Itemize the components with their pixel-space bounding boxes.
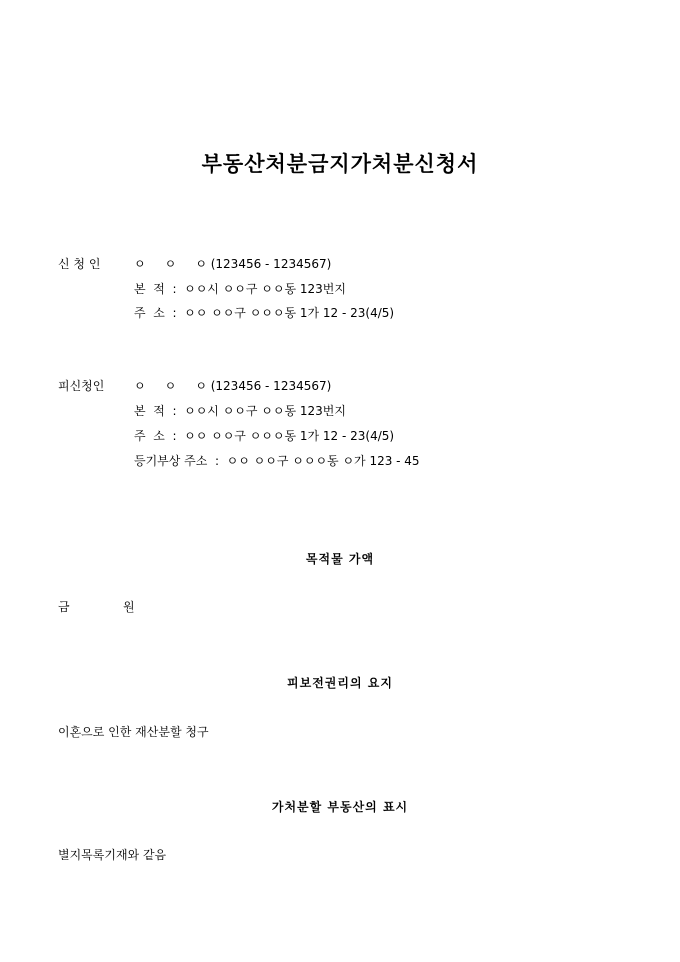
respondent-label: 피신청인 xyxy=(58,379,105,393)
value-heading: 목적물 가액 xyxy=(305,552,375,566)
property-text: 별지목록기재와 같음 xyxy=(58,848,167,862)
applicant-label: 신 청 인 xyxy=(58,257,101,271)
applicant-domicile: 본 적 : ㅇㅇ시 ㅇㅇ구 ㅇㅇ동 123번지 xyxy=(134,282,346,296)
respondent-name-line: ㅇ ㅇ ㅇ (123456 - 1234567) xyxy=(134,379,332,393)
document-title: 부동산처분금지가처분신청서 xyxy=(201,151,479,176)
right-heading: 피보전권리의 요지 xyxy=(287,676,393,690)
applicant-name-line: ㅇ ㅇ ㅇ (123456 - 1234567) xyxy=(134,257,332,271)
right-text: 이혼으로 인한 재산분할 청구 xyxy=(58,725,209,739)
respondent-domicile: 본 적 : ㅇㅇ시 ㅇㅇ구 ㅇㅇ동 123번지 xyxy=(134,404,346,418)
value-line: 금 원 xyxy=(58,600,135,614)
applicant-address: 주 소 : ㅇㅇ ㅇㅇ구 ㅇㅇㅇ동 1가 12 - 23(4/5) xyxy=(134,306,395,320)
respondent-address: 주 소 : ㅇㅇ ㅇㅇ구 ㅇㅇㅇ동 1가 12 - 23(4/5) xyxy=(134,429,395,443)
respondent-registry-address: 등기부상 주소 : ㅇㅇ ㅇㅇ구 ㅇㅇㅇ동 ㅇ가 123 - 45 xyxy=(134,454,420,468)
property-heading: 가처분할 부동산의 표시 xyxy=(271,800,409,814)
